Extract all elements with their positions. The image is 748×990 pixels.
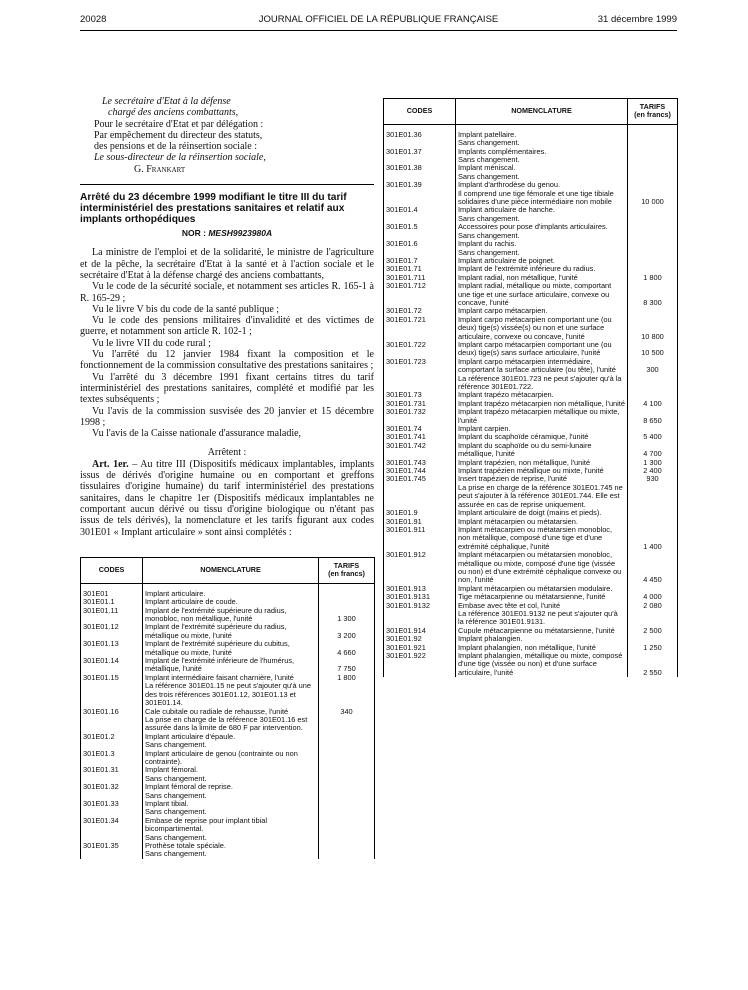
- table-row: [384, 131, 678, 139]
- row-code: 301E01.74: [384, 425, 456, 433]
- article-text: – Au titre III (Dispositifs médicaux implantables, implants issus de dérivés d'origine humaine ou en comportant et greffons tissulaires d'origine humaine) du tarif interministériel des prestations sanitaires, dans le chapitre 1er (Dispositifs médicaux implantables ne comportant aucun dérivé ou tissu d'origine biologique ou n'étant pas issus de tels dérivés), la nomenclature et les tarifs figurant aux codes 301E01 « Implant articulaire » sont ainsi complétés :: [80, 458, 374, 538]
- row-code: 301E01.32: [81, 783, 143, 791]
- table-row: [384, 232, 678, 240]
- row-code: 301E01.4: [384, 206, 456, 214]
- tarifs-unit: (en francs): [328, 569, 365, 579]
- table-row: [384, 316, 678, 341]
- row-code: 301E01.39: [384, 181, 456, 189]
- table-row: [384, 375, 678, 392]
- row-price: [319, 750, 375, 767]
- nomenclature-header: NOMENCLATURE: [143, 558, 319, 584]
- row-price: [319, 850, 375, 858]
- row-nomenclature: Implant métacarpien ou métatarsien monobloc, métallique ou mixte, composé d'une tige (vissée ou non) et d'une extrémité céphalique convexe ou non, l'unité: [456, 551, 628, 585]
- row-price: 4 450: [643, 575, 662, 585]
- row-price: 1 300: [337, 614, 356, 624]
- nomenclature-header: NOMENCLATURE: [456, 99, 628, 125]
- row-price: [319, 598, 375, 606]
- table-row: [81, 850, 375, 858]
- signature-block: [94, 96, 374, 175]
- row-price: 2 400: [643, 466, 662, 476]
- row-code: 301E01.745: [384, 475, 456, 483]
- row-nomenclature: Implant métacarpien ou métatarsien monobloc, non métallique, composé d'une tige et d'une extrémité céphalique, l'unité: [456, 526, 628, 551]
- row-price: [628, 139, 678, 147]
- row-code: 301E01.7: [384, 257, 456, 265]
- decree-paragraph: Vu le livre V bis du code de la santé publique ;: [92, 303, 280, 315]
- row-code: 301E01.922: [384, 652, 456, 677]
- row-price: [319, 682, 375, 707]
- row-price: [628, 181, 678, 189]
- row-code: 301E01.71: [384, 265, 456, 273]
- row-code: 301E01: [81, 590, 143, 598]
- row-nomenclature: Embase de reprise pour implant tibial bicompartimental.: [143, 817, 319, 834]
- table-row: [384, 652, 678, 677]
- table-row: [81, 842, 375, 850]
- row-price: [628, 509, 678, 517]
- table-row: [81, 834, 375, 842]
- row-price: [628, 215, 678, 223]
- row-code: 301E01.37: [384, 148, 456, 156]
- table-row: [81, 817, 375, 834]
- tarifs-header: [628, 99, 678, 125]
- row-price: 930: [646, 474, 659, 484]
- row-code: 301E01.9131: [384, 593, 456, 601]
- row-price: 8 650: [643, 415, 662, 425]
- row-nomenclature: Implant de l'extrémité supérieure du radius, monobloc, non métallique, l'unité: [143, 607, 319, 624]
- row-nomenclature: Implant métacarpien ou métatarsien.: [456, 518, 628, 526]
- row-code: [384, 375, 456, 392]
- row-code: 301E01.2: [81, 733, 143, 741]
- row-code: 301E01.911: [384, 526, 456, 551]
- left-column: [80, 96, 374, 538]
- row-code: 301E01.34: [81, 817, 143, 834]
- row-code: 301E01.91: [384, 518, 456, 526]
- signature-line: des pensions et de la réinsertion sociale :: [94, 141, 258, 153]
- row-code: 301E01.13: [81, 640, 143, 657]
- row-nomenclature: Implant tibial.: [143, 800, 319, 808]
- row-nomenclature: Implant carpo métacarpien comportant une (ou deux) tige(s) sans surface articulaire, l'unité: [456, 341, 628, 358]
- row-nomenclature: Implants complémentaires.: [456, 148, 628, 156]
- decree-paragraph: Vu le code de la sécurité sociale, et notamment ses articles R. 165-1 à R. 165-29 ;: [80, 281, 374, 304]
- row-code: 301E01.722: [384, 341, 456, 358]
- row-nomenclature: Sans changement.: [456, 232, 628, 240]
- decree-title: Arrêté du 23 décembre 1999 modifiant le titre III du tarif interministériel des prestations sanitaires et relatif aux implants orthopédiques: [80, 192, 347, 226]
- decree-paragraph: Vu le code des pensions militaires d'invalidité et des victimes de guerre, et notamment son article R. 102-1 ;: [80, 315, 374, 338]
- row-code: 301E01.31: [81, 766, 143, 774]
- table-row: [384, 442, 678, 459]
- table-row: [81, 716, 375, 733]
- row-nomenclature: Prothèse totale spéciale.: [143, 842, 319, 850]
- row-price: [628, 156, 678, 164]
- row-price: [319, 808, 375, 816]
- row-price: 4 660: [337, 647, 356, 657]
- row-nomenclature: Implant carpo métacarpien intermédiaire, comportant la surface articulaire (ou tête), l'unité: [456, 358, 628, 375]
- signature-line: chargé des anciens combattants,: [108, 107, 239, 119]
- row-nomenclature: Implant phalangien, métallique ou mixte, composé d'une tige (vissée ou non) et d'une surface articulaire, l'unité: [456, 652, 628, 677]
- row-code: 301E01.15: [81, 674, 143, 682]
- table-row: [81, 792, 375, 800]
- tarifs-header: [319, 558, 375, 584]
- row-nomenclature: Tige métacarpienne ou métatarsienne, l'unité: [456, 593, 628, 601]
- nor-reference: [80, 228, 374, 239]
- decree-paragraph: Vu le livre VII du code rural ;: [92, 337, 211, 349]
- row-code: 301E01.33: [81, 800, 143, 808]
- row-price: [628, 164, 678, 172]
- table-row: [384, 223, 678, 231]
- row-nomenclature: La référence 301E01.9132 ne peut s'ajouter qu'à la référence 301E01.9131.: [456, 610, 628, 627]
- left-tariff-table: [80, 557, 375, 859]
- row-nomenclature: Sans changement.: [143, 850, 319, 858]
- row-price: [319, 792, 375, 800]
- decree-paragraph: La ministre de l'emploi et de la solidarité, le ministre de l'agriculture et de la pêche, la secrétaire d'Etat à la santé et à l'action sociale et le secrétaire d'Etat à la défense chargé des anciens combattants,: [80, 247, 374, 281]
- table-row: [81, 640, 375, 657]
- decree-paragraph: Vu l'avis de la Caisse nationale d'assurance maladie,: [92, 428, 302, 440]
- row-price: 4 700: [643, 449, 662, 459]
- table-row: [384, 627, 678, 635]
- row-code: [81, 850, 143, 858]
- decree-paragraph: Vu l'arrêté du 12 janvier 1984 fixant la composition et le fonctionnement de la commission consultative des prestations sanitaires ;: [80, 349, 374, 372]
- signature-line: Le secrétaire d'Etat à la défense: [102, 96, 231, 107]
- signature-line: Le sous-directeur de la réinsertion sociale,: [94, 152, 266, 164]
- row-price: 1 250: [643, 642, 662, 652]
- row-nomenclature: Cale cubitale ou radiale de rehausse, l'unité: [143, 708, 319, 716]
- row-nomenclature: Implant trapézien métallique ou mixte, l'unité: [456, 467, 628, 475]
- table-row: [81, 657, 375, 674]
- table-row: [384, 484, 678, 509]
- row-code: 301E01.913: [384, 585, 456, 593]
- issue-date: 31 décembre 1999: [597, 14, 677, 25]
- row-price: 1 800: [643, 272, 662, 282]
- signature-line: Par empêchement du directeur des statuts,: [94, 129, 263, 141]
- row-code: 301E01.744: [384, 467, 456, 475]
- row-nomenclature: Sans changement.: [456, 139, 628, 147]
- row-nomenclature: Sans changement.: [143, 792, 319, 800]
- table-row: [384, 148, 678, 156]
- row-nomenclature: Sans changement.: [143, 834, 319, 842]
- row-nomenclature: La référence 301E01.15 ne peut s'ajouter qu'à une des trois références 301E01.12, 301E01.13 et 301E01.14.: [143, 682, 319, 707]
- row-price: 4 000: [643, 592, 662, 602]
- row-price: [628, 206, 678, 214]
- page-number: 20028: [80, 14, 107, 25]
- row-nomenclature: Implant de l'extrémité supérieure du radius, métallique ou mixte, l'unité: [143, 623, 319, 640]
- table-row: [81, 623, 375, 640]
- row-nomenclature: Implant radial, métallique ou mixte, comportant une tige et une surface articulaire, convexe ou concave, l'unité: [456, 282, 628, 307]
- row-code: 301E01.1: [81, 598, 143, 606]
- journal-title: JOURNAL OFFICIEL DE LA RÉPUBLIQUE FRANÇAISE: [258, 14, 499, 25]
- row-price: 2 550: [643, 667, 662, 677]
- table-row: [81, 733, 375, 741]
- table-row: [384, 164, 678, 172]
- row-price: [319, 590, 375, 598]
- row-nomenclature: Implant carpien.: [456, 425, 628, 433]
- row-price: [628, 484, 678, 509]
- row-price: [319, 800, 375, 808]
- row-nomenclature: Implant phalangien.: [456, 635, 628, 643]
- row-nomenclature: Implant d'arthrodèse du genou.: [456, 181, 628, 189]
- row-code: 301E01.712: [384, 282, 456, 307]
- row-price: [628, 518, 678, 526]
- row-nomenclature: Sans changement.: [456, 156, 628, 164]
- table-row: [384, 551, 678, 585]
- row-code: 301E01.16: [81, 708, 143, 716]
- row-code: 301E01.742: [384, 442, 456, 459]
- row-code: 301E01.9132: [384, 602, 456, 610]
- row-nomenclature: Implant du scaphoïde céramique, l'unité: [456, 433, 628, 441]
- row-price: [628, 249, 678, 257]
- table-row: [81, 607, 375, 624]
- row-nomenclature: Implant trapézo métacarpien.: [456, 391, 628, 399]
- row-nomenclature: Implant du scaphoïde ou du semi-lunaire métallique, l'unité: [456, 442, 628, 459]
- row-nomenclature: Cupule métacarpienne ou métatarsienne, l'unité: [456, 627, 628, 635]
- row-code: 301E01.12: [81, 623, 143, 640]
- row-code: 301E01.5: [384, 223, 456, 231]
- row-nomenclature: Implant carpo métacarpien.: [456, 307, 628, 315]
- row-nomenclature: Sans changement.: [456, 215, 628, 223]
- row-nomenclature: Sans changement.: [143, 775, 319, 783]
- row-nomenclature: Implant patellaire.: [456, 131, 628, 139]
- table-row: [384, 240, 678, 248]
- row-price: 7 750: [337, 664, 356, 674]
- row-price: [628, 223, 678, 231]
- table-row: [384, 358, 678, 375]
- codes-header: CODES: [81, 558, 143, 584]
- row-price: [319, 817, 375, 834]
- row-price: 1 800: [337, 672, 356, 682]
- row-price: 300: [646, 365, 659, 375]
- row-nomenclature: Implant articulaire de genou (contrainte ou non contrainte).: [143, 750, 319, 767]
- decree-paragraph: Vu l'arrêté du 3 décembre 1991 fixant certains titres du tarif interministériel des prestations sanitaires, complété et modifié par les textes subséquents ;: [80, 371, 374, 406]
- right-tariff-table: [383, 98, 678, 677]
- row-price: 5 400: [643, 432, 662, 442]
- table-row: [384, 282, 678, 307]
- table-row: [384, 341, 678, 358]
- table-row: [81, 766, 375, 774]
- row-nomenclature: La prise en charge de la référence 301E01.16 est assurée dans la limite de 680 F par intervention.: [143, 716, 319, 733]
- section-divider: [80, 184, 374, 185]
- row-price: [319, 733, 375, 741]
- row-code: 301E01.914: [384, 627, 456, 635]
- row-price: [319, 834, 375, 842]
- row-code: 301E01.11: [81, 607, 143, 624]
- row-price: 1 300: [643, 457, 662, 467]
- row-price: 10 500: [641, 348, 664, 358]
- nor-label: NOR :: [181, 228, 206, 239]
- table-row: [384, 408, 678, 425]
- decree-paragraph: Vu l'avis de la commission susvisée des 20 janvier et 15 décembre 1998 ;: [80, 405, 374, 428]
- row-code: 301E01.3: [81, 750, 143, 767]
- row-nomenclature: Sans changement.: [143, 741, 319, 749]
- header-rule: [80, 30, 677, 31]
- row-nomenclature: Sans changement.: [143, 808, 319, 816]
- row-nomenclature: Implant fémoral.: [143, 766, 319, 774]
- row-price: [628, 173, 678, 181]
- table-row: [81, 783, 375, 791]
- row-nomenclature: Implant articulaire de coude.: [143, 598, 319, 606]
- table-row: [384, 156, 678, 164]
- row-price: 1 400: [643, 541, 662, 551]
- row-nomenclature: Sans changement.: [456, 173, 628, 181]
- row-price: 2 500: [643, 625, 662, 635]
- row-price: [319, 842, 375, 850]
- row-code: 301E01.72: [384, 307, 456, 315]
- row-nomenclature: Implant articulaire de hanche.: [456, 206, 628, 214]
- row-code: 301E01.38: [384, 164, 456, 172]
- row-code: 301E01.9: [384, 509, 456, 517]
- article-label: Art. 1er.: [92, 458, 129, 470]
- row-nomenclature: Implant fémoral de reprise.: [143, 783, 319, 791]
- decree-body: [80, 247, 374, 439]
- row-price: [319, 766, 375, 774]
- codes-header: CODES: [384, 99, 456, 125]
- row-price: [319, 741, 375, 749]
- row-nomenclature: Implant de l'extrémité supérieure du cubitus, métallique ou mixte, l'unité: [143, 640, 319, 657]
- table-row: [384, 190, 678, 207]
- row-nomenclature: Accessoires pour pose d'implants articulaires.: [456, 223, 628, 231]
- row-code: 301E01.741: [384, 433, 456, 441]
- arretent-heading: Arrêtent :: [207, 447, 247, 459]
- row-nomenclature: Implant trapézien, non métallique, l'unité: [456, 459, 628, 467]
- row-code: 301E01.731: [384, 400, 456, 408]
- row-code: [384, 190, 456, 207]
- row-code: [384, 484, 456, 509]
- row-code: 301E01.73: [384, 391, 456, 399]
- row-code: [384, 610, 456, 627]
- row-nomenclature: Implant phalangien, non métallique, l'unité: [456, 644, 628, 652]
- row-price: 3 200: [337, 630, 356, 640]
- row-nomenclature: Implant intermédiaire faisant charnière, l'unité: [143, 674, 319, 682]
- page-header: [80, 14, 677, 28]
- row-price: 2 080: [643, 600, 662, 610]
- row-code: 301E01.36: [384, 131, 456, 139]
- row-nomenclature: La prise en charge de la référence 301E01.745 ne peut s'ajouter à la référence 301E01.744. Elle est assurée en cas de reprise uniquement.: [456, 484, 628, 509]
- row-nomenclature: Implant articulaire de poignet.: [456, 257, 628, 265]
- row-nomenclature: Implant méniscal.: [456, 164, 628, 172]
- nor-code: MESH9923980A: [208, 228, 273, 239]
- row-nomenclature: Implant carpo métacarpien comportant une (ou deux) tige(s) vissée(s) ou non et une surface articulaire, convexe ou concave, l'unité: [456, 316, 628, 341]
- row-nomenclature: Implant trapézo métacarpien non métallique, l'unité: [456, 400, 628, 408]
- row-price: [319, 783, 375, 791]
- row-code: 301E01.732: [384, 408, 456, 425]
- signature-line: Pour le secrétaire d'Etat et par délégation :: [94, 118, 264, 130]
- row-code: 301E01.6: [384, 240, 456, 248]
- row-nomenclature: Implant trapézo métacarpien métallique ou mixte, l'unité: [456, 408, 628, 425]
- table-row: [384, 206, 678, 214]
- row-code: 301E01.35: [81, 842, 143, 850]
- row-price: [628, 610, 678, 627]
- row-price: [628, 240, 678, 248]
- table-row: [81, 800, 375, 808]
- row-nomenclature: Implant articulaire de doigt (mains et pieds).: [456, 509, 628, 517]
- row-nomenclature: Implant radial, non métallique, l'unité: [456, 274, 628, 282]
- row-nomenclature: Sans changement.: [456, 249, 628, 257]
- row-price: [628, 375, 678, 392]
- row-nomenclature: Implant articulaire.: [143, 590, 319, 598]
- row-code: 301E01.711: [384, 274, 456, 282]
- row-code: [81, 716, 143, 733]
- table-row: [81, 682, 375, 707]
- tarifs-label: TARIFS: [639, 102, 666, 111]
- row-price: [319, 716, 375, 733]
- row-price: [628, 257, 678, 265]
- row-price: 8 300: [643, 297, 662, 307]
- row-price: 4 100: [643, 398, 662, 408]
- row-nomenclature: Implant de l'extrémité inférieure de l'humérus, métallique, l'unité: [143, 657, 319, 674]
- row-nomenclature: Il comprend une tige fémorale et une tige tibiale solidaires d'une pièce intermédiaire non mobile: [456, 190, 628, 207]
- row-price: 10 000: [641, 197, 664, 207]
- row-code: 301E01.743: [384, 459, 456, 467]
- signatory-name: G. Frankart: [134, 163, 186, 175]
- row-code: 301E01.723: [384, 358, 456, 375]
- row-code: 301E01.912: [384, 551, 456, 585]
- row-code: 301E01.721: [384, 316, 456, 341]
- tarifs-label: TARIFS: [333, 561, 360, 570]
- row-price: [628, 307, 678, 315]
- tarifs-unit: (en francs): [634, 110, 671, 120]
- row-price: 10 800: [641, 331, 664, 341]
- row-nomenclature: Implant de l'extrémité inférieure du radius.: [456, 265, 628, 273]
- row-nomenclature: La référence 301E01.723 ne peut s'ajouter qu'à la référence 301E01.722.: [456, 375, 628, 392]
- row-code: 301E01.14: [81, 657, 143, 674]
- row-price: [319, 775, 375, 783]
- row-nomenclature: Implant métacarpien ou métatarsien modulaire.: [456, 585, 628, 593]
- row-price: [628, 131, 678, 139]
- row-price: 340: [340, 706, 353, 716]
- row-nomenclature: Implant du rachis.: [456, 240, 628, 248]
- row-code: 301E01.921: [384, 644, 456, 652]
- row-code: 301E01.92: [384, 635, 456, 643]
- row-code: [81, 682, 143, 707]
- row-nomenclature: Implant articulaire d'épaule.: [143, 733, 319, 741]
- table-row: [384, 526, 678, 551]
- table-row: [384, 610, 678, 627]
- row-nomenclature: Insert trapézien de reprise, l'unité: [456, 475, 628, 483]
- article-paragraph: [80, 459, 374, 538]
- table-row: [81, 750, 375, 767]
- row-price: [628, 232, 678, 240]
- row-price: [628, 148, 678, 156]
- row-nomenclature: Embase avec tête et col, l'unité: [456, 602, 628, 610]
